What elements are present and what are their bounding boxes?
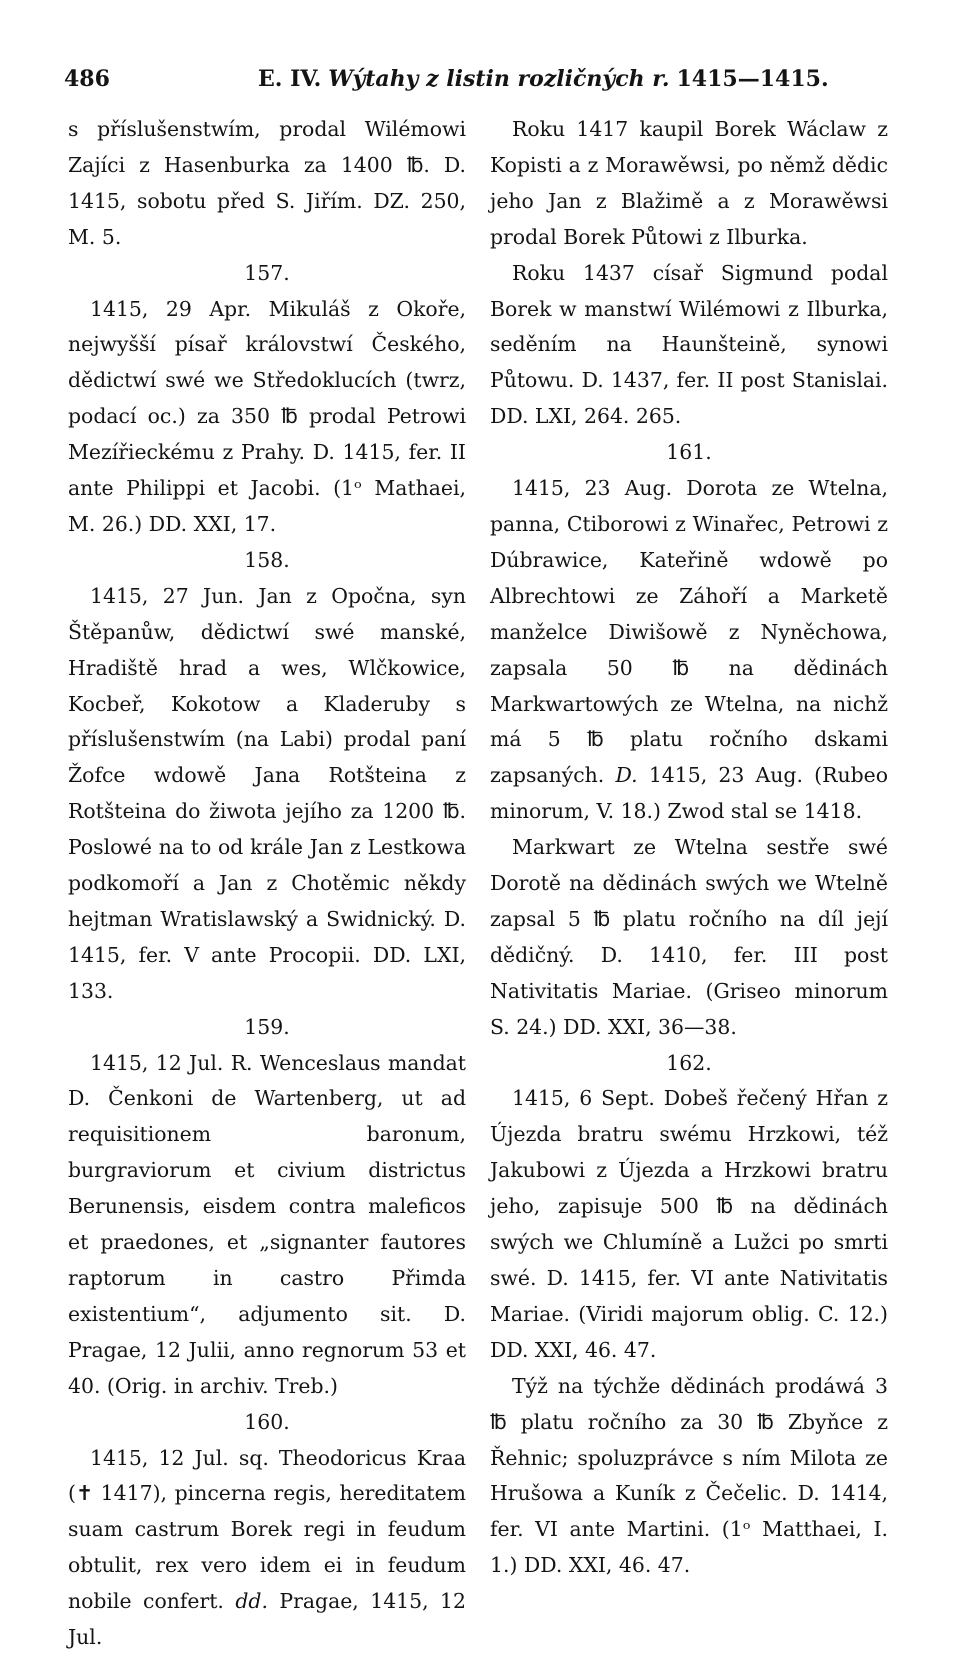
entry-160-dd: dd. xyxy=(235,1589,268,1614)
entry-number-160: 160. xyxy=(244,1409,290,1434)
page-number: 486 xyxy=(64,66,110,92)
entry-number-161: 161. xyxy=(666,440,712,465)
entry-159-text: 1415, 12 Jul. R. Wenceslaus mandat D. Čenkoni de Wartenberg, ut ad requisitionem baronum, burgraviorum et civium districtus Berunensis, eisdem contra maleficos et praedones, et „signanter fautores raptorum in castro Přimda existentium“, adjumento sit. D. Pragae, 12 Julii, anno regnorum 53 et 40. (Orig. in archiv. Treb.) xyxy=(68,1050,466,1398)
right-column xyxy=(490,112,888,1584)
entry-number-159: 159. xyxy=(244,1014,290,1039)
entry-162-text: 1415, 6 Sept. Dobeš řečený Hřan z Újezda bratru swému Hrzkowi, též Jakubowi z Újezda a Hrzkowi bratru jeho, zapisuje 500 ℔ na dědinách swých we Chlumíně a Lužci po smrti swé. D. 1415, fer. VI ante Nativitatis Mariae. (Viridi majorum oblig. C. 12.) DD. XXI, 46. 47. xyxy=(490,1086,888,1362)
entry-number-158: 158. xyxy=(244,547,290,572)
paragraph-continued: s příslušenstwím, prodal Wilémowi Zajíci z Hasenburka za 1400 ℔. D. 1415, sobotu před S. Jiřím. DZ. 250, M. 5. xyxy=(68,117,466,249)
running-title xyxy=(258,66,829,92)
entry-160-date: Pragae, 1415, 12 Jul. xyxy=(68,1589,466,1650)
entry-157-text: 1415, 29 Apr. Mikuláš z Okoře, nejwyšší písař královstwí Českého, dědictwí swé we Středoklucích (twrz, podací oc.) za 350 ℔ prodal Petrowi Mezířieckému z Prahy. D. 1415, fer. II ante Philippi et Jacobi. (1ᵒ Mathaei, M. 26.) DD. XXI, 17. xyxy=(68,296,466,536)
running-header xyxy=(64,66,894,98)
entry-number-157: 157. xyxy=(244,260,290,285)
entry-161-body: 1415, 23 Aug. Dorota ze Wtelna, panna, Ctiborowi z Winařec, Petrowi z Dúbrawice, Kateřině wdowě po Albrechtowi ze Záhoří a Marketě manželce Diwišowě z Nyněchowa, zapsala 50 ℔ na dědinách Markwartowých ze Wtelna, na nichž má 5 ℔ platu ročního dskami zapsaných. xyxy=(490,476,888,788)
entry-160-note-2: Roku 1437 císař Sigmund podal Borek w manstwí Wilémowi z Ilburka, seděním na Haunšteině, synowi Půtowu. D. 1437, fer. II post Stanislai. DD. LXI, 264. 265. xyxy=(490,260,888,429)
entry-161-d: D. xyxy=(615,763,638,788)
running-title-years: 1415—1415. xyxy=(676,66,829,92)
entry-161-note: Markwart ze Wtelna sestře swé Dorotě na dědinách swých we Wtelně zapsal 5 ℔ platu ročního na díl její dědičný. D. 1410, fer. III post Nativitatis Mariae. (Griseo minorum S. 24.) DD. XXI, 36—38. xyxy=(490,835,888,1039)
running-title-italic: Wýtahy z listin rozličných r. xyxy=(328,66,670,92)
left-column xyxy=(68,112,466,1656)
entry-158-text: 1415, 27 Jun. Jan z Opočna, syn Štěpanůw, dědictwí swé manské, Hradiště hrad a wes, Wlčkowice, Kocbeř, Kokotow a Kladeruby s příslušenstwím (na Labi) prodal paní Žofce wdowě Jana Rotšteina z Rotšteina do žiwota jejího za 1200 ℔. Poslowé na to od krále Jan z Lestkowa podkomoří a Jan z Chotěmic někdy hejtman Wratislawský a Swidnický. D. 1415, fer. V ante Procopii. DD. LXI, 133. xyxy=(68,583,466,1003)
running-title-prefix: E. IV. xyxy=(258,66,322,92)
entry-160-body: 1415, 12 Jul. sq. Theodoricus Kraa (✝ 1417), pincerna regis, hereditatem suam castrum Borek regi in feudum obtulit, rex vero idem ei in feudum nobile confert. xyxy=(68,1445,466,1614)
entry-160-note-1: Roku 1417 kaupil Borek Wáclaw z Kopisti a z Morawěwsi, po němž dědic jeho Jan z Blažimě a z Morawěwsi prodal Borek Půtowi z Ilburka. xyxy=(490,117,888,249)
entry-160-text xyxy=(68,1441,466,1656)
entry-161-date: 1415, 23 Aug. (Rubeo minorum, V. 18.) Zwod stal se 1418. xyxy=(490,763,889,824)
entry-number-162: 162. xyxy=(666,1050,712,1075)
entry-161-text xyxy=(490,471,888,830)
entry-162-note: Týž na týchže dědinách prodáwá 3 ℔ platu ročního za 30 ℔ Zbyňce z Řehnic; spoluzprávce s ním Milota ze Hrušowa a Kuník z Čečelic. D. 1414, fer. VI ante Martini. (1ᵒ Matthaei, I. 1.) DD. XXI, 46. 47. xyxy=(490,1373,888,1578)
